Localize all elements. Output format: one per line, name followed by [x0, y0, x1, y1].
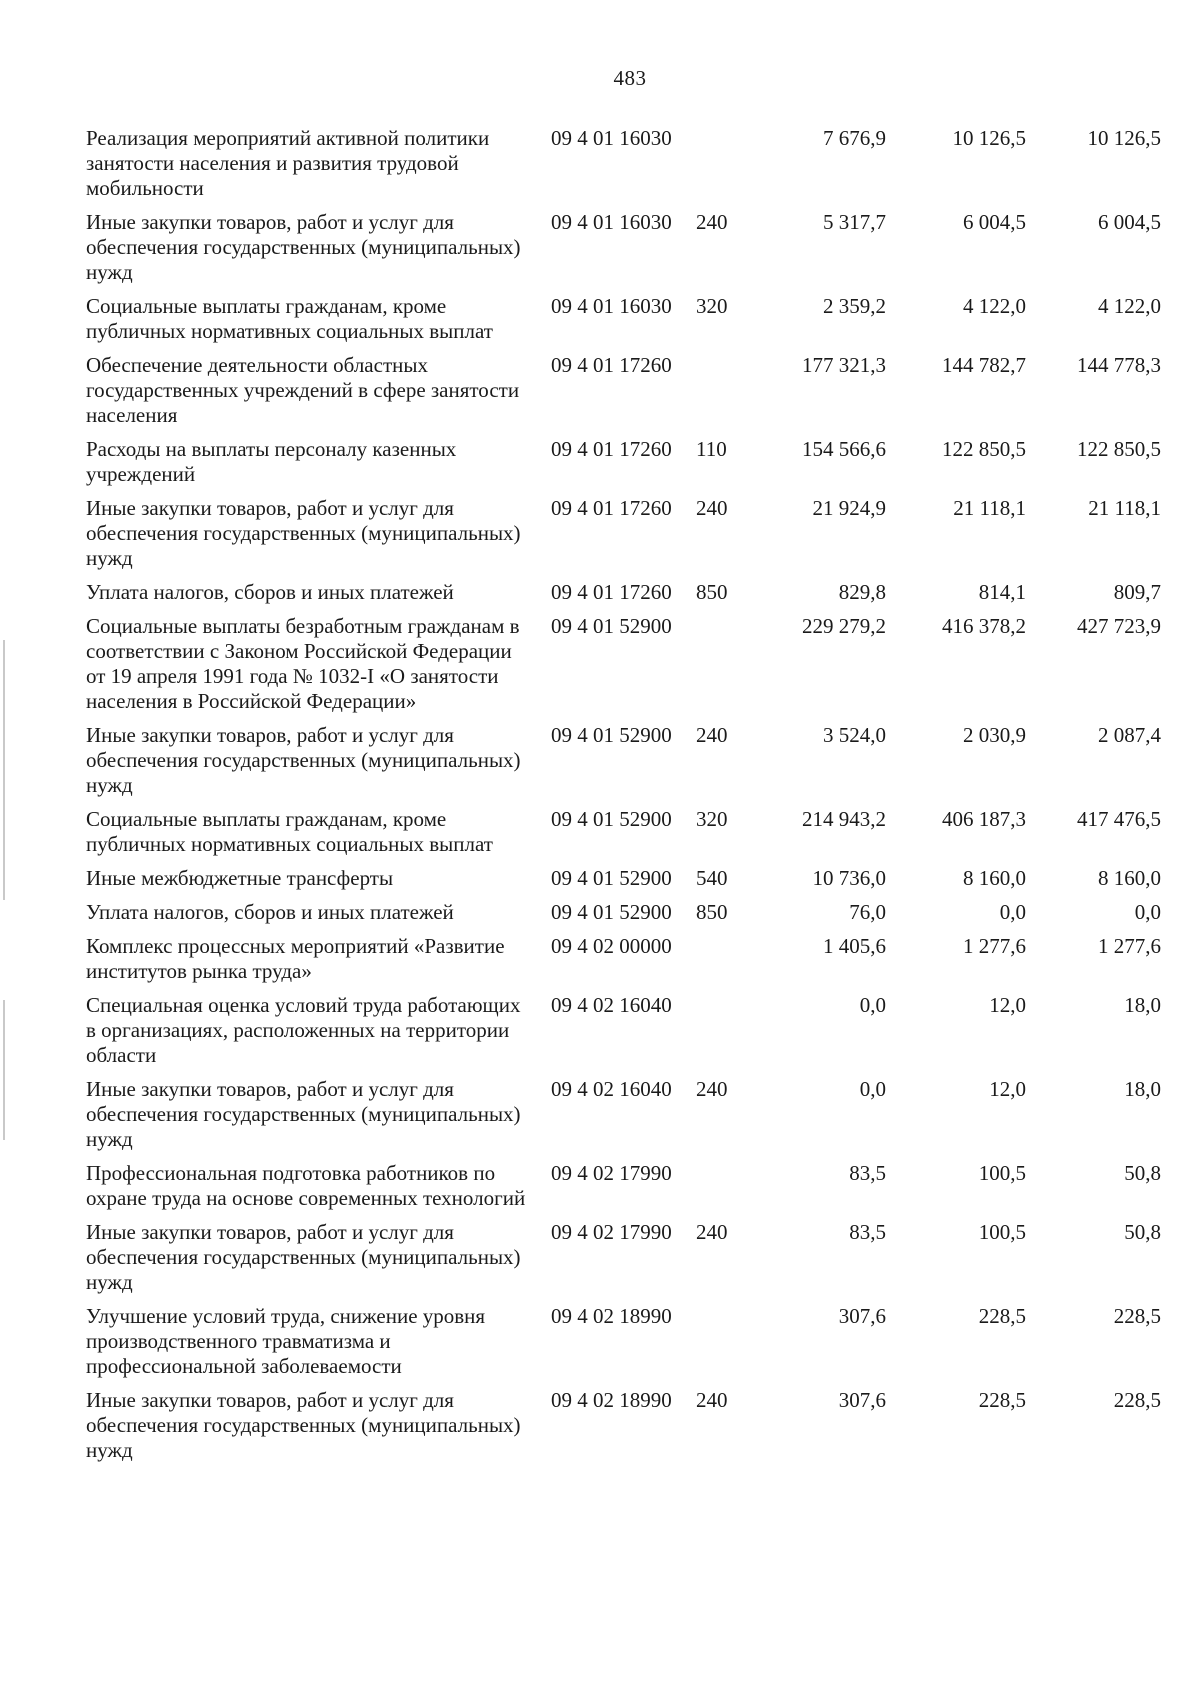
- amount-year-3-cell: 2 087,4: [1098, 723, 1161, 747]
- amount-year-3-cell: 10 126,5: [1087, 126, 1161, 150]
- budget-table: [86, 126, 1161, 1472]
- amount-year-2-cell: 1 277,6: [963, 934, 1026, 958]
- amount-year-3-cell: 122 850,5: [1077, 437, 1161, 461]
- target-article-code-cell: 09 4 01 52900: [551, 614, 672, 638]
- expense-type-code-cell: 240: [696, 1220, 728, 1244]
- expense-type-code-cell: 240: [696, 210, 728, 234]
- expense-type-code-cell: [696, 993, 751, 1077]
- table-row: [86, 934, 1161, 993]
- expense-name-cell: Иные закупки товаров, работ и услуг для обеспечения государственных (муниципальных) нужд: [86, 1077, 521, 1151]
- expense-type-code-cell: 240: [696, 1077, 728, 1101]
- amount-year-2-cell: 12,0: [989, 1077, 1026, 1101]
- amount-year-1-cell: 214 943,2: [802, 807, 886, 831]
- target-article-code-cell: 09 4 02 16040: [551, 1077, 672, 1101]
- target-article-code-cell: 09 4 01 52900: [551, 723, 672, 747]
- amount-year-2-cell: 228,5: [978, 1304, 1026, 1328]
- table-row: [86, 614, 1161, 723]
- expense-name-cell: Расходы на выплаты персоналу казенных учреждений: [86, 437, 457, 486]
- table-row: [86, 1077, 1161, 1161]
- target-article-code-cell: 09 4 02 18990: [551, 1388, 672, 1412]
- expense-type-code-cell: 850: [696, 580, 728, 604]
- target-article-code-cell: 09 4 01 16030: [551, 126, 672, 150]
- amount-year-1-cell: 0,0: [859, 993, 886, 1017]
- target-article-code-cell: 09 4 02 17990: [551, 1220, 672, 1244]
- expense-type-code-cell: 240: [696, 1388, 728, 1412]
- amount-year-2-cell: 406 187,3: [942, 807, 1026, 831]
- target-article-code-cell: 09 4 01 16030: [551, 294, 672, 318]
- amount-year-3-cell: 427 723,9: [1077, 614, 1161, 638]
- table-row: [86, 723, 1161, 807]
- table-row: [86, 126, 1161, 210]
- target-article-code-cell: 09 4 01 16030: [551, 210, 672, 234]
- amount-year-2-cell: 21 118,1: [953, 496, 1026, 520]
- expense-name-cell: Комплекс процессных мероприятий «Развитие институтов рынка труда»: [86, 934, 505, 983]
- amount-year-1-cell: 0,0: [859, 1077, 886, 1101]
- target-article-code-cell: 09 4 01 17260: [551, 580, 672, 604]
- target-article-code-cell: 09 4 01 52900: [551, 900, 672, 924]
- expense-name-cell: Профессиональная подготовка работников по охране труда на основе современных технологий: [86, 1161, 526, 1210]
- amount-year-1-cell: 229 279,2: [802, 614, 886, 638]
- target-article-code-cell: 09 4 02 17990: [551, 1161, 672, 1185]
- amount-year-2-cell: 8 160,0: [963, 866, 1026, 890]
- amount-year-3-cell: 4 122,0: [1098, 294, 1161, 318]
- expense-name-cell: Иные закупки товаров, работ и услуг для обеспечения государственных (муниципальных) нужд: [86, 1388, 521, 1462]
- amount-year-1-cell: 829,8: [838, 580, 886, 604]
- target-article-code-cell: 09 4 02 18990: [551, 1304, 672, 1328]
- expense-name-cell: Иные закупки товаров, работ и услуг для обеспечения государственных (муниципальных) нужд: [86, 723, 521, 797]
- amount-year-2-cell: 814,1: [978, 580, 1026, 604]
- amount-year-1-cell: 177 321,3: [802, 353, 886, 377]
- amount-year-3-cell: 1 277,6: [1098, 934, 1161, 958]
- expense-name-cell: Уплата налогов, сборов и иных платежей: [86, 900, 454, 924]
- expense-type-code-cell: 320: [696, 807, 728, 831]
- expense-type-code-cell: 540: [696, 866, 728, 890]
- expense-type-code-cell: 240: [696, 723, 728, 747]
- amount-year-3-cell: 144 778,3: [1077, 353, 1161, 377]
- amount-year-2-cell: 4 122,0: [963, 294, 1026, 318]
- amount-year-2-cell: 122 850,5: [942, 437, 1026, 461]
- expense-type-code-cell: [696, 614, 751, 723]
- expense-type-code-cell: [696, 126, 751, 210]
- expense-type-code-cell: [696, 934, 751, 993]
- expense-type-code-cell: 110: [696, 437, 727, 461]
- amount-year-3-cell: 0,0: [1134, 900, 1161, 924]
- table-row: [86, 294, 1161, 353]
- scan-edge-mark: [3, 1000, 5, 1140]
- amount-year-2-cell: 228,5: [978, 1388, 1026, 1412]
- expense-name-cell: Специальная оценка условий труда работающих в организациях, расположенных на территории области: [86, 993, 521, 1067]
- expense-name-cell: Иные закупки товаров, работ и услуг для обеспечения государственных (муниципальных) нужд: [86, 210, 521, 284]
- amount-year-1-cell: 7 676,9: [823, 126, 886, 150]
- amount-year-3-cell: 18,0: [1124, 993, 1161, 1017]
- page-number: 483: [613, 66, 647, 90]
- table-row: [86, 900, 1161, 934]
- table-row: [86, 807, 1161, 866]
- table-row: [86, 496, 1161, 580]
- expense-name-cell: Социальные выплаты гражданам, кроме публичных нормативных социальных выплат: [86, 294, 493, 343]
- amount-year-3-cell: 21 118,1: [1088, 496, 1161, 520]
- expense-type-code-cell: [696, 1304, 751, 1388]
- expense-name-cell: Обеспечение деятельности областных государственных учреждений в сфере занятости населения: [86, 353, 520, 427]
- amount-year-1-cell: 2 359,2: [823, 294, 886, 318]
- table-row: [86, 437, 1161, 496]
- amount-year-3-cell: 50,8: [1124, 1161, 1161, 1185]
- table-row: [86, 993, 1161, 1077]
- amount-year-2-cell: 100,5: [978, 1220, 1026, 1244]
- amount-year-2-cell: 10 126,5: [952, 126, 1026, 150]
- amount-year-2-cell: 12,0: [989, 993, 1026, 1017]
- table-row: [86, 210, 1161, 294]
- target-article-code-cell: 09 4 01 17260: [551, 437, 672, 461]
- amount-year-1-cell: 83,5: [849, 1161, 886, 1185]
- table-row: [86, 1220, 1161, 1304]
- expense-type-code-cell: [696, 353, 751, 437]
- amount-year-1-cell: 10 736,0: [812, 866, 886, 890]
- amount-year-3-cell: 228,5: [1113, 1388, 1161, 1412]
- amount-year-1-cell: 76,0: [849, 900, 886, 924]
- amount-year-3-cell: 228,5: [1113, 1304, 1161, 1328]
- amount-year-3-cell: 809,7: [1113, 580, 1161, 604]
- expense-type-code-cell: 320: [696, 294, 728, 318]
- amount-year-1-cell: 307,6: [838, 1388, 886, 1412]
- expense-name-cell: Социальные выплаты безработным гражданам в соответствии с Законом Российской Федерации от 19 апреля 1991 года № 1032-I «О занятости населения в Российской Федерации»: [86, 614, 520, 713]
- amount-year-1-cell: 1 405,6: [823, 934, 886, 958]
- amount-year-3-cell: 18,0: [1124, 1077, 1161, 1101]
- expense-name-cell: Иные закупки товаров, работ и услуг для обеспечения государственных (муниципальных) нужд: [86, 496, 521, 570]
- target-article-code-cell: 09 4 02 16040: [551, 993, 672, 1017]
- amount-year-3-cell: 417 476,5: [1077, 807, 1161, 831]
- amount-year-3-cell: 50,8: [1124, 1220, 1161, 1244]
- target-article-code-cell: 09 4 01 52900: [551, 807, 672, 831]
- amount-year-2-cell: 100,5: [978, 1161, 1026, 1185]
- expense-name-cell: Иные закупки товаров, работ и услуг для обеспечения государственных (муниципальных) нужд: [86, 1220, 521, 1294]
- amount-year-1-cell: 307,6: [838, 1304, 886, 1328]
- expense-name-cell: Уплата налогов, сборов и иных платежей: [86, 580, 454, 604]
- table-row: [86, 1304, 1161, 1388]
- expense-type-code-cell: 240: [696, 496, 728, 520]
- target-article-code-cell: 09 4 01 17260: [551, 353, 672, 377]
- table-row: [86, 1161, 1161, 1220]
- expense-name-cell: Социальные выплаты гражданам, кроме публичных нормативных социальных выплат: [86, 807, 493, 856]
- expense-type-code-cell: 850: [696, 900, 728, 924]
- expense-name-cell: Улучшение условий труда, снижение уровня производственного травматизма и профессиональной заболеваемости: [86, 1304, 486, 1378]
- table-row: [86, 580, 1161, 614]
- expense-name-cell: Реализация мероприятий активной политики занятости населения и развития трудовой мобильности: [86, 126, 490, 200]
- amount-year-1-cell: 3 524,0: [823, 723, 886, 747]
- amount-year-1-cell: 5 317,7: [823, 210, 886, 234]
- target-article-code-cell: 09 4 01 52900: [551, 866, 672, 890]
- table-row: [86, 866, 1161, 900]
- target-article-code-cell: 09 4 01 17260: [551, 496, 672, 520]
- expense-name-cell: Иные межбюджетные трансферты: [86, 866, 394, 890]
- amount-year-2-cell: 416 378,2: [942, 614, 1026, 638]
- amount-year-1-cell: 83,5: [849, 1220, 886, 1244]
- amount-year-1-cell: 21 924,9: [812, 496, 886, 520]
- table-row: [86, 1388, 1161, 1472]
- amount-year-2-cell: 2 030,9: [963, 723, 1026, 747]
- table-body: [86, 126, 1161, 1472]
- amount-year-3-cell: 6 004,5: [1098, 210, 1161, 234]
- amount-year-3-cell: 8 160,0: [1098, 866, 1161, 890]
- table-row: [86, 353, 1161, 437]
- target-article-code-cell: 09 4 02 00000: [551, 934, 672, 958]
- expense-type-code-cell: [696, 1161, 751, 1220]
- amount-year-1-cell: 154 566,6: [802, 437, 886, 461]
- amount-year-2-cell: 0,0: [999, 900, 1026, 924]
- amount-year-2-cell: 6 004,5: [963, 210, 1026, 234]
- amount-year-2-cell: 144 782,7: [942, 353, 1026, 377]
- scan-edge-mark: [3, 640, 5, 900]
